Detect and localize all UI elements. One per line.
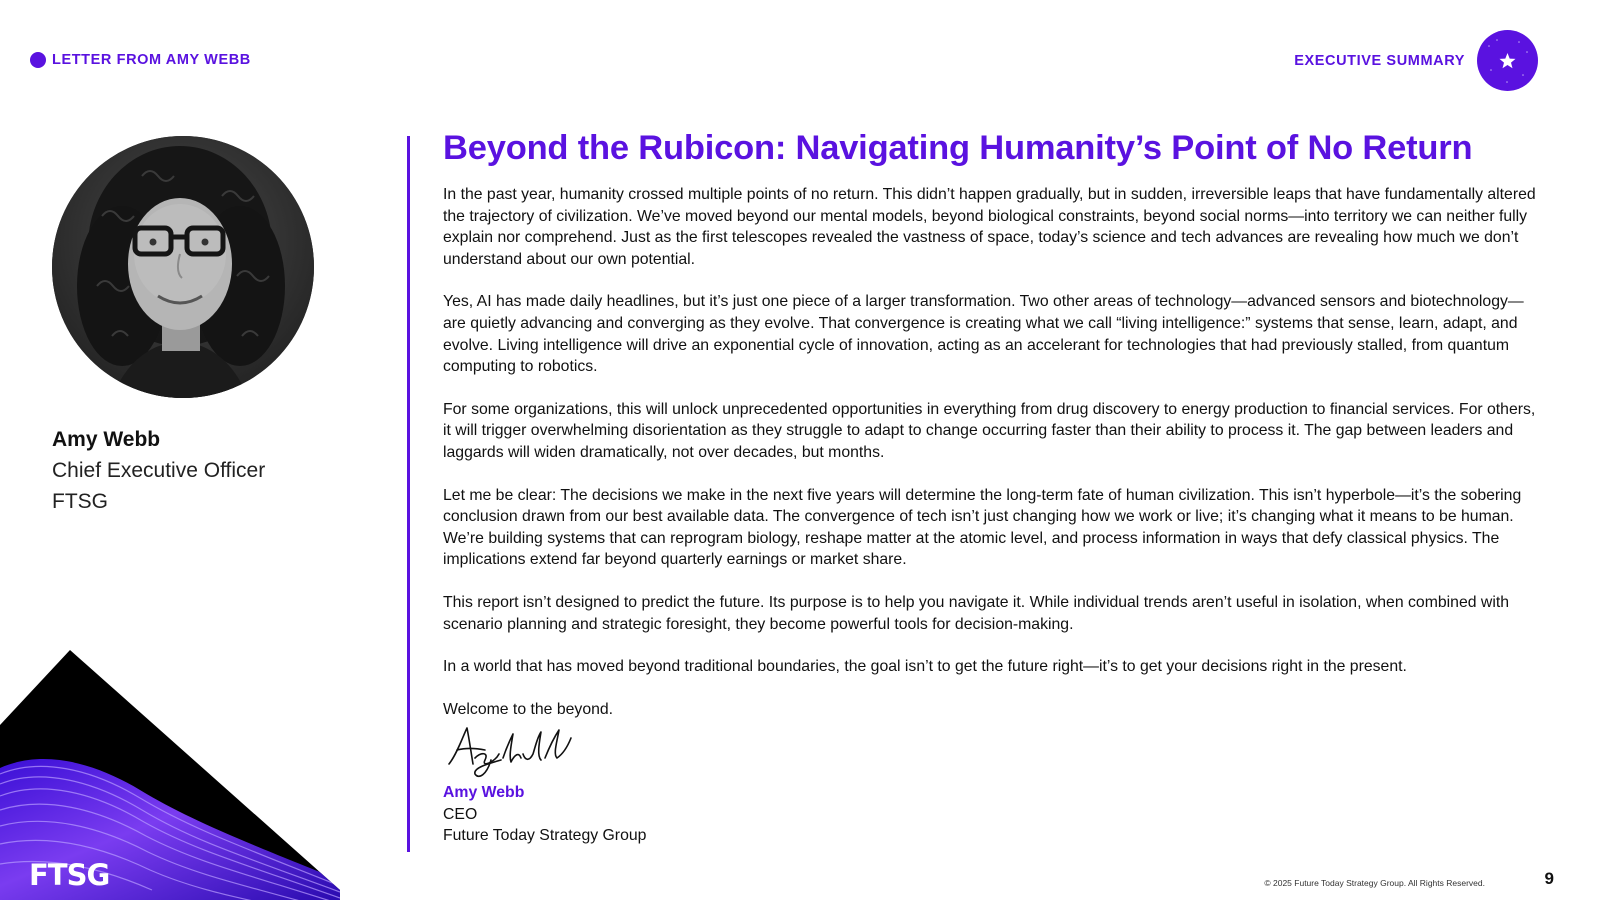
profile-photo — [52, 136, 314, 398]
section-header — [30, 52, 251, 68]
copyright-notice: © 2025 Future Today Strategy Group. All Rights Reserved. — [1264, 878, 1485, 888]
ftsg-logo: FTSG — [29, 858, 110, 892]
letter-paragraph: Let me be clear: The decisions we make in the next five years will determine the long-term fate of human civilization. This isn’t hyperbole—it’s the sobering conclusion drawn from our best available data. The convergence of tech isn’t just changing how we work or live; it’s changing what it means to be human. We’re building systems that can reprogram biology, reshape matter at the atomic level, and process information in ways that defy classical physics. The implications extend far beyond quarterly earnings or market share. — [443, 486, 1522, 569]
letter-body — [443, 126, 1543, 847]
chapter-header — [1294, 30, 1538, 91]
letter-paragraph: In the past year, humanity crossed multiple points of no return. This didn’t happen gradually, but in sudden, irreversible leaps that have fundamentally altered the trajectory of civilization. We’ve moved beyond our mental models, beyond biological constraints, beyond social norms—into territory we can neither fully explain nor comprehend. Just as the first telescopes revealed the vastness of space, today’s science and tech advances are revealing how much we don’t understand about our own potential. — [443, 186, 1536, 268]
page-number: 9 — [1544, 869, 1554, 888]
letter-paragraph: This report isn’t designed to predict the future. Its purpose is to help you navigate it. While individual trends aren’t useful in isolation, when combined with scenario planning and strategic foresight, they become powerful tools for decision-making. — [443, 593, 1509, 633]
signature-org: Future Today Strategy Group — [443, 827, 647, 845]
letter-closing: Welcome to the beyond. — [443, 700, 614, 718]
signature-name: Amy Webb — [443, 784, 525, 802]
letter-paragraph: Yes, AI has made daily headlines, but it’s just one piece of a larger transformation. Two other areas of technology—advanced sensors and biotechnology—are quietly advancing and converging as they evolve. That convergence is creating what we call “living intelligence:” systems that sense, learn, adapt, and evolve. Living intelligence will drive an exponential cycle of innovation, acting as an accelerant for technologies that had previously stalled, from quantum computing to robotics. — [443, 293, 1524, 376]
chapter-label: EXECUTIVE SUMMARY — [1294, 52, 1465, 69]
signature-role: CEO — [443, 805, 478, 823]
signature-image — [445, 724, 575, 782]
section-label: LETTER FROM AMY WEBB — [52, 52, 251, 68]
profile-title: Chief Executive Officer — [52, 459, 266, 482]
star-icon — [1477, 30, 1538, 91]
profile-org: FTSG — [52, 490, 108, 513]
bullet-dot-icon — [30, 52, 46, 68]
signature-block — [443, 782, 1543, 847]
vertical-divider — [407, 136, 410, 852]
letter-paragraph: In a world that has moved beyond traditional boundaries, the goal isn’t to get the future right—it’s to get your decisions right in the present. — [443, 658, 1407, 676]
profile-details — [52, 424, 265, 517]
letter-headline: Beyond the Rubicon: Navigating Humanity’s Point of No Return — [443, 129, 1473, 167]
letter-paragraph: For some organizations, this will unlock unprecedented opportunities in everything from drug discovery to energy production to financial services. For others, it will trigger overwhelming disorientation as they struggle to adapt to change occurring faster than their ability to process it. The gap between leaders and laggards will widen dramatically, not over decades, but months. — [443, 400, 1536, 461]
profile-name: Amy Webb — [52, 428, 161, 451]
